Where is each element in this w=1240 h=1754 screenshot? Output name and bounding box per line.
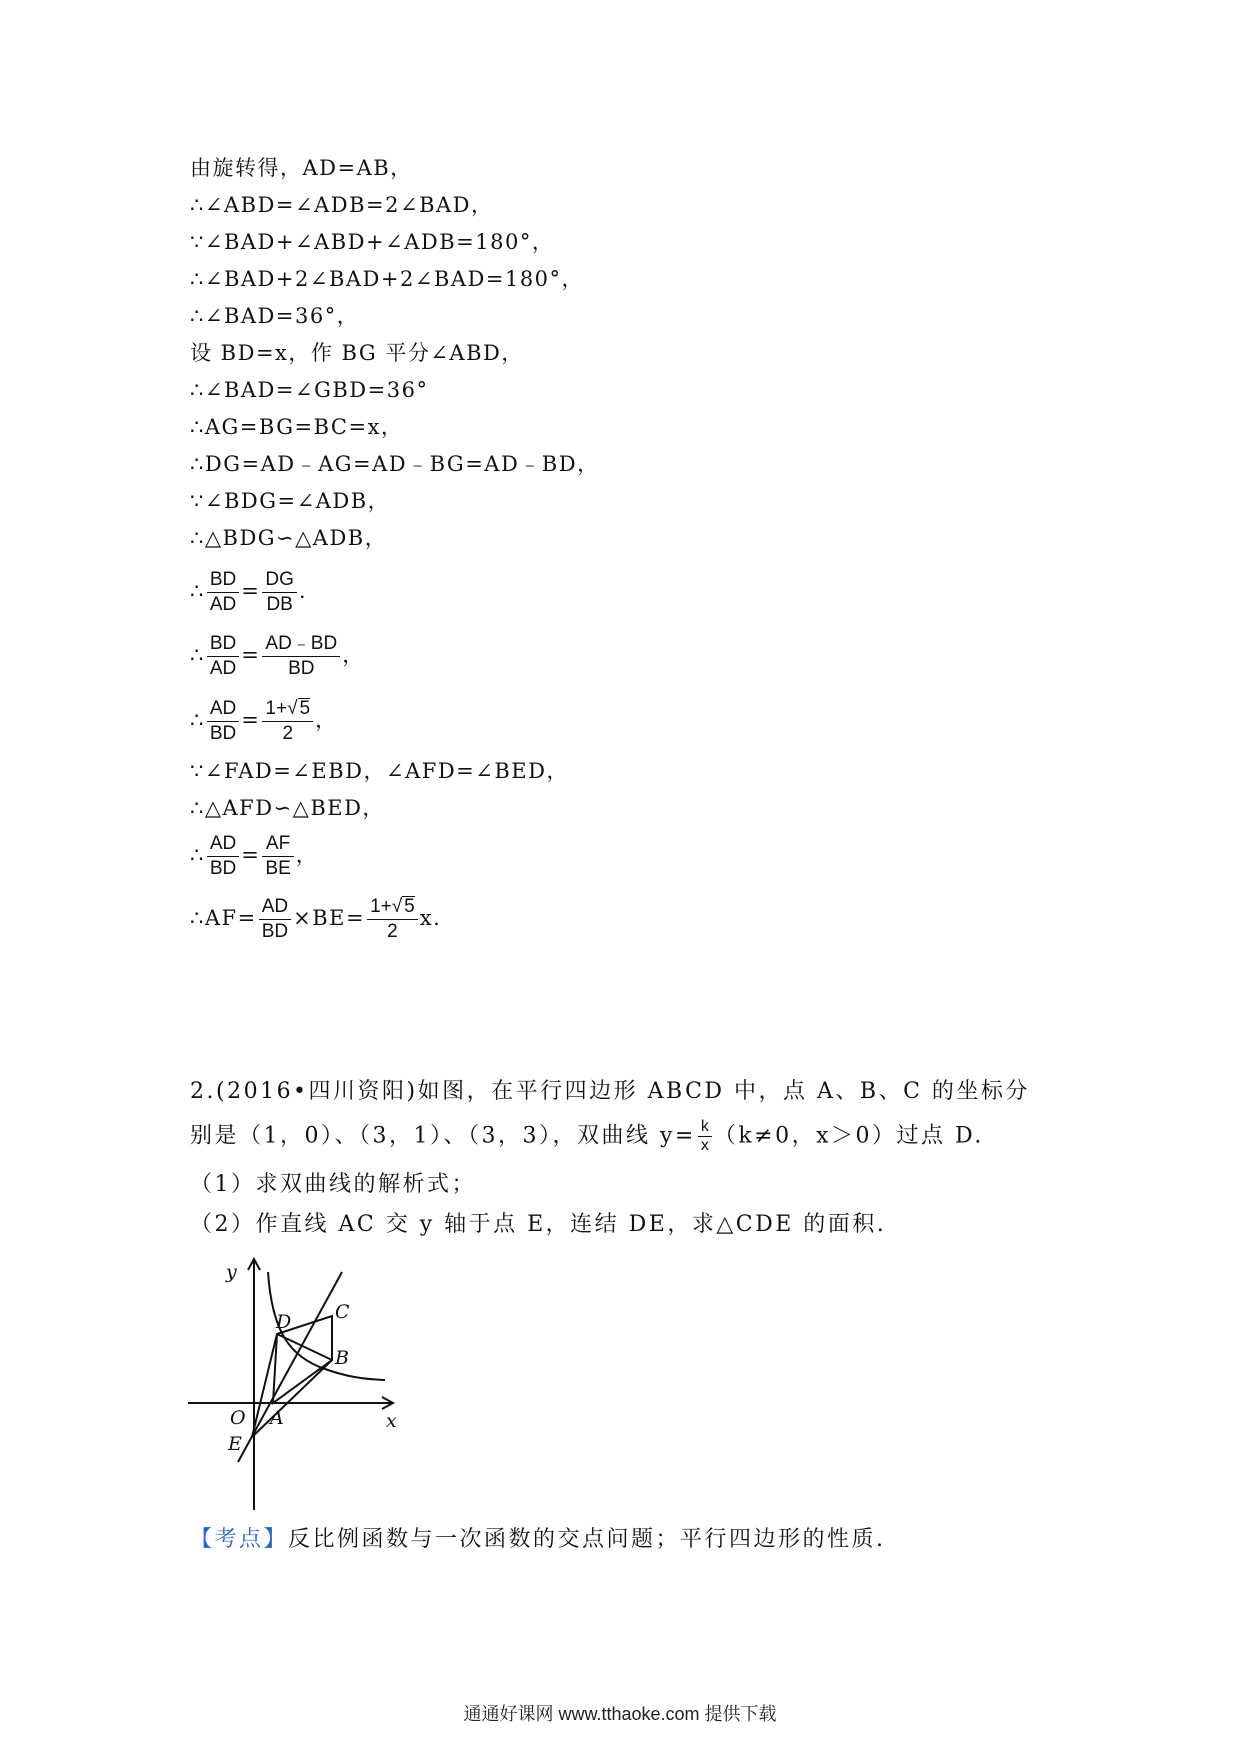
step-3: ∵∠BAD+∠ABD+∠ADB=180°， — [190, 230, 555, 254]
fraction — [262, 632, 340, 681]
problem-line-2 — [190, 1118, 984, 1155]
equals: = — [241, 579, 261, 603]
numerator: k — [698, 1118, 712, 1137]
denominator: BD — [209, 723, 237, 744]
kaodian-tag: 【考点】 — [190, 1527, 289, 1552]
step-9: ∴DG=AD﹣AG=AD﹣BG=AD﹣BD， — [190, 452, 600, 476]
numerator: 1+√ 5 — [367, 895, 418, 920]
kaodian-text: 反比例函数与一次函数的交点问题；平行四边形的性质. — [288, 1527, 886, 1552]
step-7: ∴∠BAD=∠GBD=36° — [190, 378, 429, 402]
fraction — [262, 697, 313, 746]
step-8: ∴AG=BG=BC=x， — [190, 415, 404, 439]
denominator: AD — [209, 658, 237, 679]
fraction — [259, 895, 291, 944]
segment-bd — [277, 1334, 332, 1360]
label-e: E — [228, 1433, 242, 1455]
step-6: 设 BD=x，作 BG 平分∠ABD， — [190, 341, 524, 365]
hyperbola-fraction — [698, 1118, 712, 1155]
middle: ×BE= — [293, 906, 366, 930]
denominator: AD — [209, 594, 237, 615]
fraction-step-3 — [190, 697, 338, 746]
label-c: C — [335, 1301, 350, 1323]
numerator: AF — [262, 832, 293, 857]
problem-line-2-end: （k≠0，x＞0）过点 D. — [713, 1123, 984, 1149]
step-2: ∴∠ABD=∠ADB=2∠BAD， — [190, 193, 494, 217]
fraction — [207, 632, 239, 681]
step-5: ∴∠BAD=36°， — [190, 304, 360, 328]
numerator-part: 1+ — [370, 896, 392, 917]
step-4: ∴∠BAD+2∠BAD+2∠BAD=180°， — [190, 267, 585, 291]
fraction — [207, 568, 239, 617]
prefix: ∴ — [190, 579, 205, 603]
denominator: 2 — [282, 723, 294, 744]
prefix: ∴ — [190, 643, 205, 667]
equals: = — [241, 643, 261, 667]
fraction — [262, 832, 293, 881]
equals: = — [241, 843, 261, 867]
kaodian-line — [190, 1525, 886, 1555]
fraction — [367, 895, 418, 944]
prefix: ∴AF= — [190, 906, 257, 930]
coordinate-figure — [180, 1252, 410, 1512]
fraction-step-5 — [190, 895, 441, 944]
denominator: BD — [288, 658, 315, 679]
numerator: BD — [207, 568, 239, 593]
denominator: BE — [265, 858, 291, 879]
numerator: 1+√ 5 — [262, 697, 313, 722]
label-o: O — [230, 1407, 246, 1429]
denominator: DB — [266, 594, 293, 615]
denominator: 2 — [387, 921, 398, 942]
radicand: 5 — [404, 896, 415, 917]
suffix: ， — [315, 708, 338, 732]
denominator: BD — [209, 858, 237, 879]
suffix: . — [298, 579, 308, 603]
question-1: （1）求双曲线的解析式； — [190, 1172, 476, 1197]
fraction-step-4 — [190, 832, 318, 881]
numerator: AD — [207, 832, 239, 857]
label-x: x — [386, 1410, 397, 1432]
radicand: 5 — [299, 698, 311, 719]
step-1: 由旋转得，AD=AB， — [190, 156, 413, 180]
fraction — [262, 568, 297, 617]
step-11: ∴△BDG∽△ADB， — [190, 526, 388, 550]
footer: 通通好课网 www.tthaoke.com 提供下载 — [463, 1704, 777, 1724]
suffix: x. — [419, 906, 442, 930]
suffix: ， — [342, 643, 365, 667]
numerator: BD — [207, 632, 239, 657]
fraction-step-1 — [190, 568, 307, 617]
fraction-step-2 — [190, 632, 365, 681]
step-13: ∴△AFD∽△BED， — [190, 796, 385, 820]
equals: = — [241, 708, 261, 732]
prefix: ∴ — [190, 708, 205, 732]
numerator: DG — [262, 568, 297, 593]
fraction — [207, 832, 239, 881]
label-d: D — [276, 1311, 292, 1333]
question-2: （2）作直线 AC 交 y 轴于点 E，连结 DE，求△CDE 的面积. — [190, 1212, 887, 1237]
numerator: AD — [259, 895, 291, 920]
step-10: ∵∠BDG=∠ADB， — [190, 489, 391, 513]
problem-line-2-start: 别是（1，0）、（3，1）、（3，3），双曲线 y= — [190, 1123, 696, 1149]
denominator: x — [700, 1137, 709, 1154]
problem-line-1: 2.(2016•四川资阳)如图，在平行四边形 ABCD 中，点 A、B、C 的坐标分 — [190, 1079, 1030, 1104]
numerator: AD﹣BD — [262, 632, 340, 657]
numerator: AD — [207, 697, 239, 722]
suffix: ， — [295, 843, 319, 867]
label-a: A — [270, 1407, 284, 1429]
label-b: B — [335, 1347, 349, 1369]
prefix: ∴ — [190, 843, 205, 867]
numerator-part: 1+ — [265, 698, 288, 719]
label-y: y — [226, 1261, 237, 1283]
step-12: ∵∠FAD=∠EBD，∠AFD=∠BED， — [190, 759, 569, 783]
denominator: BD — [261, 921, 289, 942]
segment-eb — [252, 1360, 332, 1437]
fraction — [207, 697, 239, 746]
